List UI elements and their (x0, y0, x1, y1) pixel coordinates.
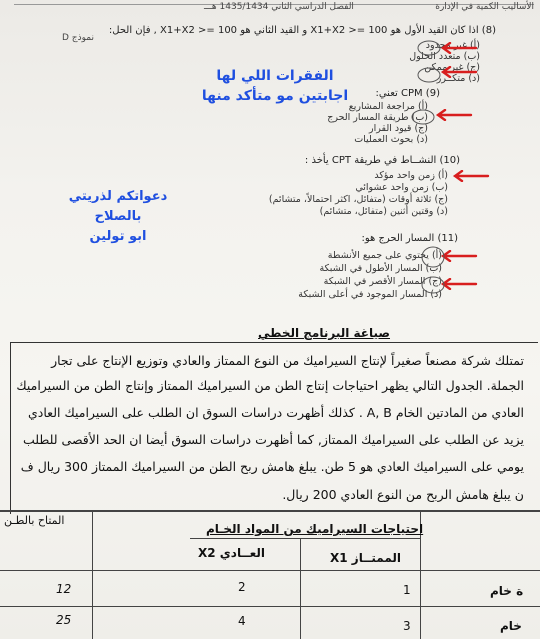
answer-circle-icon (420, 245, 446, 269)
header-course: الأساليب الكمية في الإدارة (435, 2, 534, 12)
row1-x2: 2 (238, 580, 246, 594)
answer-circle-icon (420, 275, 446, 295)
question-9-stem: (9) CPM تعني: (375, 88, 440, 99)
q9-option-a: (أ) مراجعة المشاريع (348, 101, 428, 112)
q8-option-d: (د) متكــرر (436, 73, 480, 84)
q8-option-b: (ب) متعدد الحلول (409, 51, 480, 62)
annotation-line: اجابتين مو متأكد منها (201, 88, 349, 104)
annotation-line: دعواتكم لذريتي (68, 189, 168, 204)
red-arrow-icon (435, 109, 473, 121)
q9-option-b: (ب) طريقة المسار الحرج (327, 112, 428, 123)
q11-option-b: (ب) المسار الأطول في الشبكة (319, 263, 442, 274)
q8-option-c: (ج) غير ممكن (424, 62, 480, 73)
row2-x1: 3 (403, 619, 411, 633)
question-11-stem: (11) المسار الحرج هو: (361, 233, 458, 244)
annotation-prayer (48, 187, 188, 247)
row1-x1: 1 (403, 583, 411, 597)
q8-option-a: (أ) غير محدود (425, 40, 480, 51)
q10-option-c: (ج) ثلاثة أوقات (متفائل، اكثر احتمالاً، متشائم) (268, 194, 448, 205)
requirements-table (0, 510, 540, 639)
annotation-line: بالصلاح (94, 209, 142, 224)
problem-paragraph (10, 342, 538, 514)
col-x1-header: الممتــاز X1 (330, 551, 402, 565)
row1-label: ة خام (490, 584, 524, 598)
row2-x2: 4 (238, 614, 246, 628)
page-header (14, 2, 534, 12)
paragraph-line: ن يبلغ هامش الربح من النوع العادي 200 ريال. (282, 487, 524, 502)
q11-option-d: (د) المسار الموجود في أعلى الشبكة (298, 289, 442, 300)
annotation-line: ابو تولين (89, 229, 147, 244)
section-title: صياغة البرنامج الخطي (258, 326, 390, 340)
q10-option-b: (ب) زمن واحد عشوائي (355, 182, 448, 193)
red-arrow-icon (440, 42, 478, 54)
annotation-line: الفقرات اللي لها (216, 68, 334, 84)
answer-circle-icon (410, 108, 436, 126)
q9-option-d: (د) بحوث العمليات (354, 134, 428, 145)
paragraph-line: تمتلك شركة مصنعاً صغيراً لإنتاج السيراميك من النوع الممتاز والعادي وتوزيع الإنتاج على تجار (51, 353, 524, 368)
paragraph-line: يومي على السيراميك العادي هو 5 طن. يبلغ هامش ربح الطن من السيراميك الممتاز 300 ريال ف (20, 459, 524, 474)
col-x2-header: العــادي X2 (198, 546, 266, 560)
needs-header: احتياجات السيراميك من المواد الخـام (206, 522, 424, 536)
q10-option-a: (أ) زمن واحد مؤكد (374, 170, 448, 181)
available-header: المتاح بالطـن (4, 514, 65, 527)
row2-label: خام (500, 619, 522, 633)
answer-circle-icon (416, 66, 442, 84)
model-label: نموذج D (62, 33, 94, 43)
red-arrow-icon (440, 66, 478, 78)
header-semester: الفصل الدراسي الثاني 1435/1434 هـــ (204, 2, 354, 12)
paragraph-line: العادي من المادتين الخام A, B . كذلك أظهرت دراسات السوق ان الطلب على السيراميك العادي (28, 405, 524, 420)
red-arrow-icon (452, 170, 490, 182)
paragraph-line: الجملة. الجدول التالي يظهر احتياجات إنتاج الطن من السيراميك الممتاز وإنتاج الطن من السيراميك (16, 378, 524, 393)
paragraph-line: يزيد عن الطلب على السيراميك الممتاز, كما أظهرت دراسات السوق أيضا ان الحد الأقصى للطلب (22, 432, 524, 447)
answer-circle-icon (416, 38, 442, 58)
q11-option-c: (ج) المسار الأقصر في الشبكة (323, 276, 442, 287)
question-8-stem: (8) اذا كان القيد الأول هو 100 =< X1+X2 و القيد الثاني هو 100 =< X1+X2 , فإن الحل: (108, 25, 496, 36)
q10-option-d: (د) وقتين أثنين (متفائل، متشائم) (319, 206, 448, 217)
q11-option-a: (أ) يحتوي على جميع الأنشطة (327, 250, 442, 261)
question-10-stem: (10) النشــاط في طريقة CPT يأخذ : (304, 155, 460, 166)
row2-available: 25 (56, 613, 72, 627)
annotation-uncertain (170, 66, 380, 106)
row1-available: 12 (56, 582, 72, 596)
q9-option-c: (ج) قيود القرار (369, 123, 428, 134)
